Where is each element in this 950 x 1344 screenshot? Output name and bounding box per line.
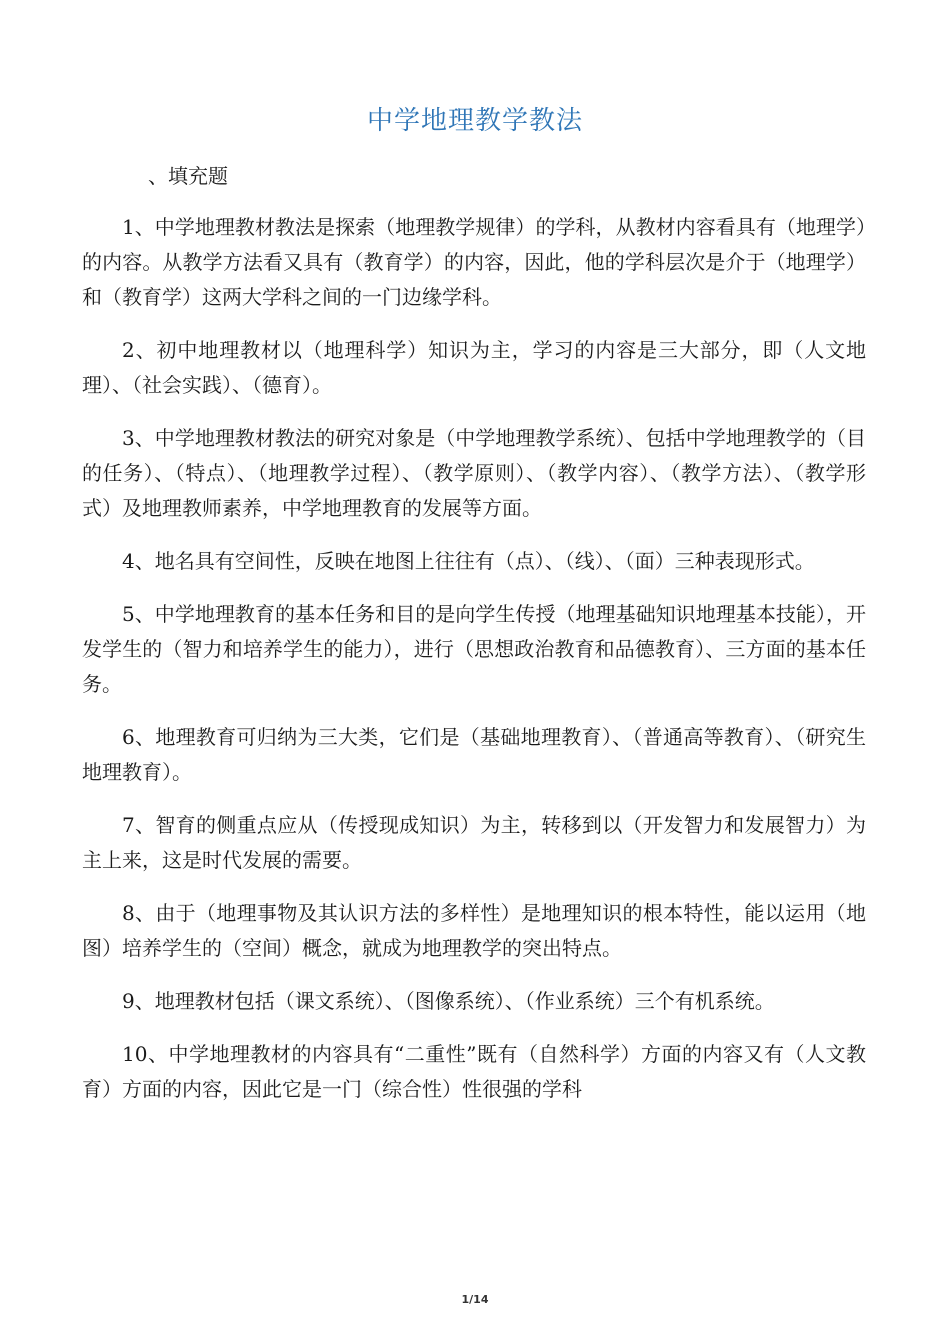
section-heading: 、填充题 <box>148 164 228 188</box>
document-body <box>82 210 866 1125</box>
question-paragraph: 1、中学地理教材教法是探索（地理教学规律）的学科，从教材内容看具有（地理学）的内容。从教学方法看又具有（教育学）的内容，因此，他的学科层次是介于（地理学）和（教育学）这两大学科之间的一门边缘学科。 <box>82 215 866 309</box>
question-paragraph: 9、地理教材包括（课文系统）、（图像系统）、（作业系统）三个有机系统。 <box>122 989 775 1013</box>
question-paragraph: 5、中学地理教育的基本任务和目的是向学生传授（地理基础知识地理基本技能），开发学生的（智力和培养学生的能力），进行（思想政治教育和品德教育）、三方面的基本任务。 <box>82 602 866 696</box>
document-title: 中学地理教学教法 <box>366 106 583 136</box>
question-paragraph: 8、由于（地理事物及其认识方法的多样性）是地理知识的根本特性，能以运用（地图）培养学生的（空间）概念，就成为地理教学的突出特点。 <box>82 901 866 960</box>
page-number: 1/14 <box>461 1293 489 1306</box>
question-paragraph: 6、地理教育可归纳为三大类，它们是（基础地理教育）、（普通高等教育）、（研究生地理教育）。 <box>82 725 866 784</box>
question-paragraph: 4、地名具有空间性，反映在地图上往往有（点）、（线）、（面）三种表现形式。 <box>122 549 815 573</box>
question-paragraph: 2、初中地理教材以（地理科学）知识为主，学习的内容是三大部分，即（人文地理）、（社会实践）、（德育）。 <box>82 338 866 397</box>
question-paragraph: 3、中学地理教材教法的研究对象是（中学地理教学系统）、包括中学地理教学的（目的任务）、（特点）、（地理教学过程）、（教学原则）、（教学内容）、（教学方法）、（教学形式）及地理教师素养，中学地理教育的发展等方面。 <box>82 426 866 520</box>
question-paragraph: 7、智育的侧重点应从（传授现成知识）为主，转移到以（开发智力和发展智力）为主上来，这是时代发展的需要。 <box>82 813 866 872</box>
question-paragraph: 10、中学地理教材的内容具有“二重性”既有（自然科学）方面的内容又有（人文教育）方面的内容，因此它是一门（综合性）性很强的学科 <box>82 1042 866 1101</box>
